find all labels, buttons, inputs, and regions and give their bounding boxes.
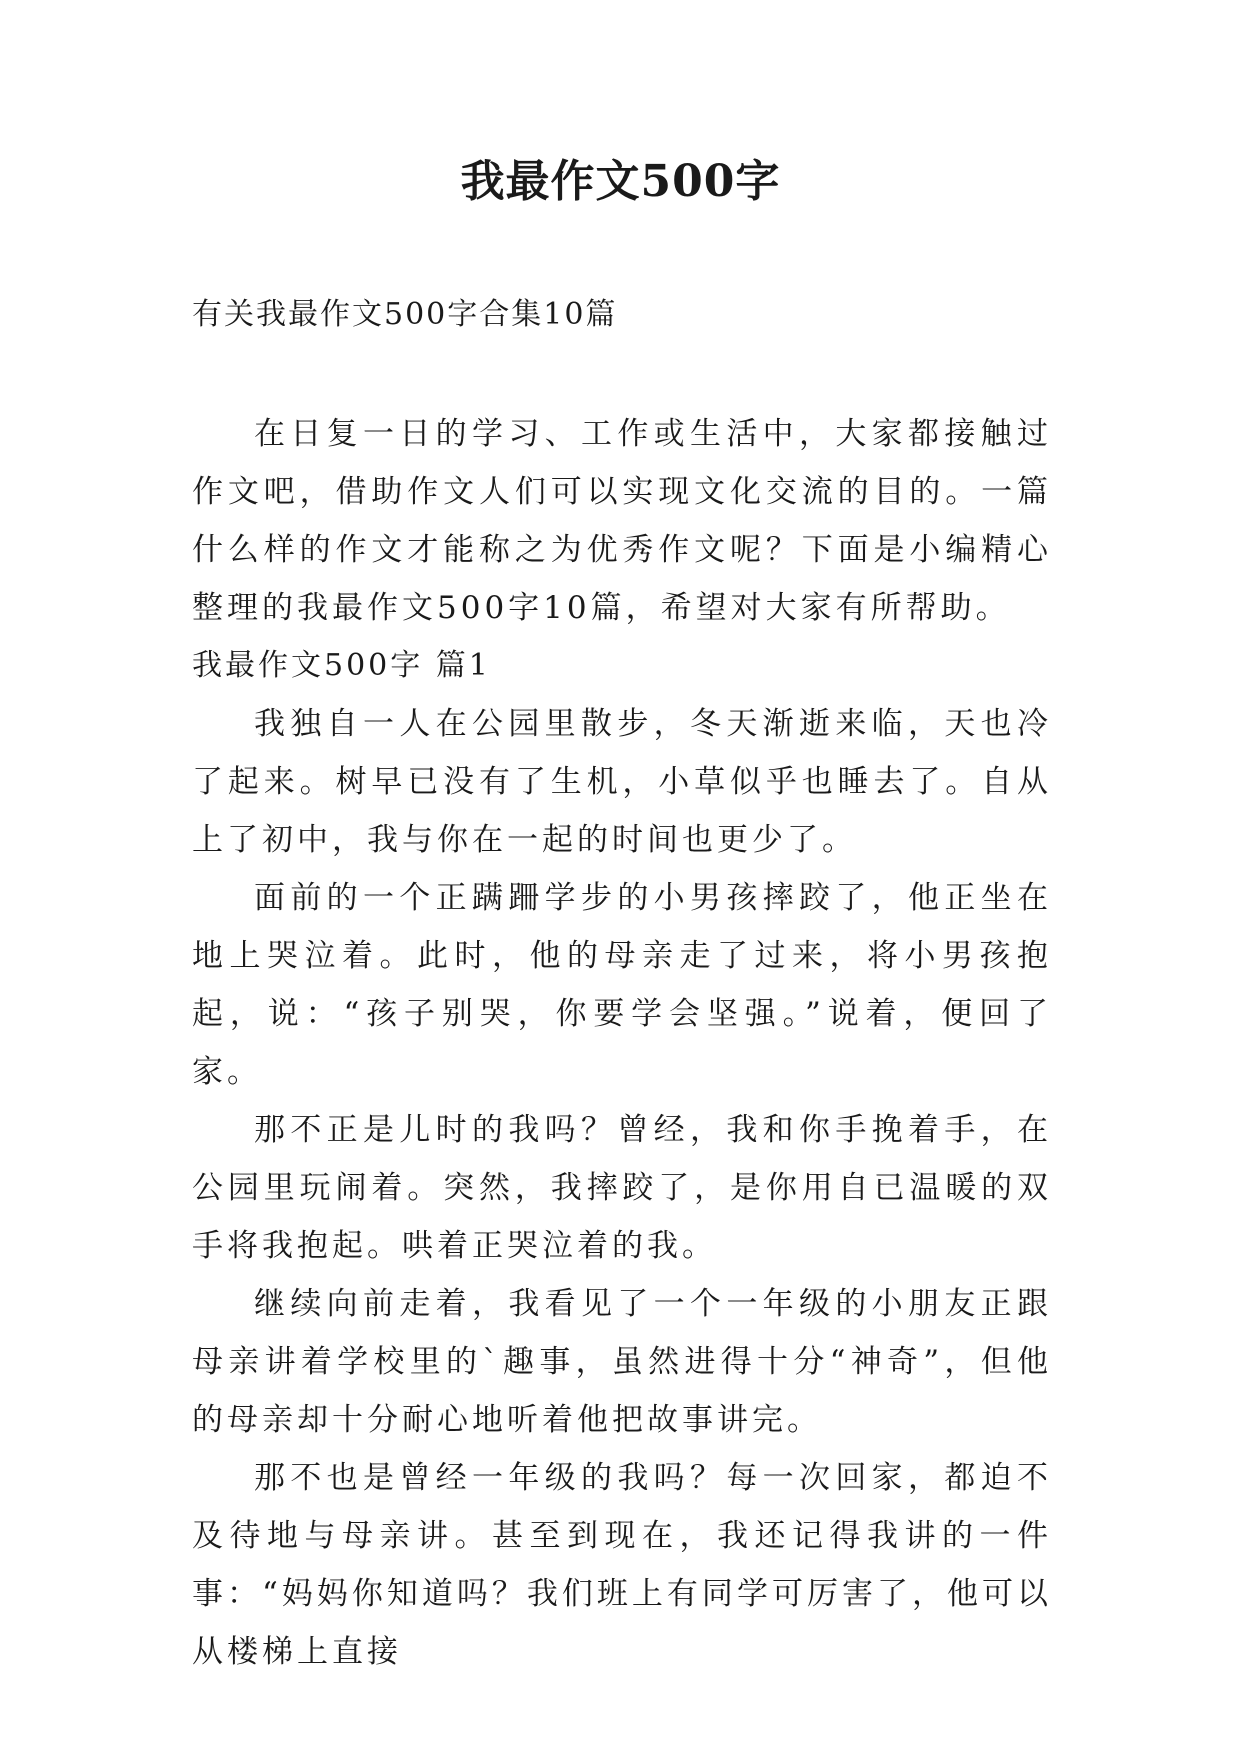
document-body — [192, 405, 1052, 1681]
section-heading: 我最作文500字 篇1 — [192, 648, 491, 683]
body-paragraph: 我独自一人在公园里散步，冬天渐逝来临，天也冷了起来。树早已没有了生机，小草似乎也睡去了。自从上了初中，我与你在一起的时间也更少了。 — [192, 706, 1052, 858]
body-paragraph: 面前的一个正蹒跚学步的小男孩摔跤了，他正坐在地上哭泣着。此时，他的母亲走了过来，将小男孩抱起，说：“孩子别哭，你要学会坚强。”说着，便回了家。 — [192, 880, 1052, 1090]
intro-paragraph: 在日复一日的学习、工作或生活中，大家都接触过作文吧，借助作文人们可以实现文化交流的目的。一篇什么样的作文才能称之为优秀作文呢？下面是小编精心整理的我最作文500字10篇，希望对大家有所帮助。 — [192, 416, 1052, 626]
body-paragraph: 继续向前走着，我看见了一个一年级的小朋友正跟母亲讲着学校里的`趣事，虽然进得十分“神奇”，但他的母亲却十分耐心地听着他把故事讲完。 — [192, 1286, 1052, 1438]
document-title: 我最作文500字 — [460, 156, 781, 207]
document-subtitle: 有关我最作文500字合集10篇 — [192, 297, 618, 332]
body-paragraph: 那不也是曾经一年级的我吗？每一次回家，都迫不及待地与母亲讲。甚至到现在，我还记得我讲的一件事：“妈妈你知道吗？我们班上有同学可厉害了，他可以从楼梯上直接 — [192, 1460, 1052, 1670]
body-paragraph: 那不正是儿时的我吗？曾经，我和你手挽着手，在公园里玩闹着。突然，我摔跤了，是你用自已温暖的双手将我抱起。哄着正哭泣着的我。 — [192, 1112, 1052, 1264]
